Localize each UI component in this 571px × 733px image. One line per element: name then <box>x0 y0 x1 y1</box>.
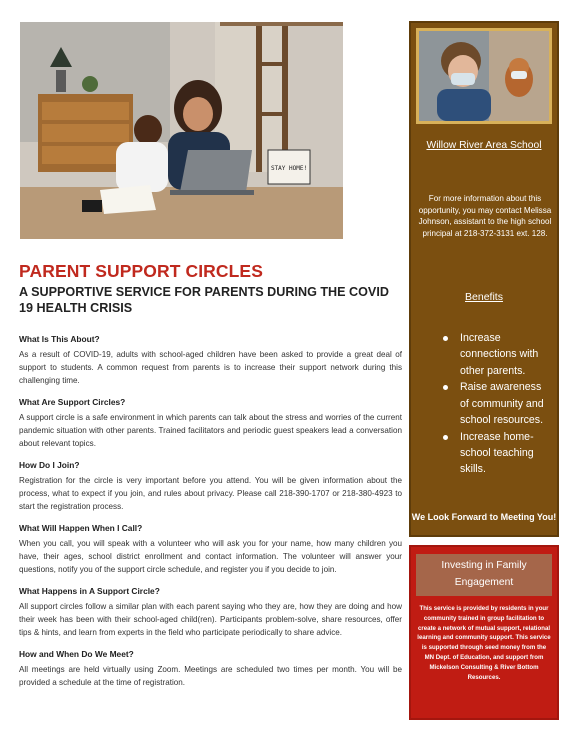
bullet-icon <box>443 385 448 390</box>
list-item <box>423 429 553 478</box>
faq-question: What Are Support Circles? <box>19 397 126 407</box>
faq-item <box>19 649 402 689</box>
bullet-icon <box>443 336 448 341</box>
sidebar-photo <box>416 28 552 124</box>
bullet-icon <box>443 435 448 440</box>
faq-question: What Will Happen When I Call? <box>19 523 143 533</box>
funding-box <box>409 545 559 720</box>
funding-heading: Investing in Family Engagement <box>416 554 552 596</box>
faq-item <box>19 397 402 450</box>
closing-message: We Look Forward to Meeting You! <box>411 512 557 522</box>
faq-answer: All meetings are held virtually using Zoom. Meetings are scheduled two times per month. You will be provided a schedule at the time of registration. <box>19 665 402 687</box>
benefit-text: Increase connections with other parents. <box>460 332 539 377</box>
faq-answer: As a result of COVID-19, adults with school-aged children have been asked to provide a great deal of support to students. A common request from parents is to increase their support network during this challenging time. <box>19 350 402 385</box>
page-title: PARENT SUPPORT CIRCLES <box>19 261 263 281</box>
benefits-heading: Benefits <box>465 291 503 303</box>
faq-question: How Do I Join? <box>19 460 80 470</box>
faq-answer: All support circles follow a similar plan with each parent saying who they are, how they are doing and how their week has been with their school-aged child(ren). Participants problem-solve, share resources, offer tips & hints, and learn from experts in the field who participate periodically to share advice. <box>19 602 402 637</box>
list-item <box>423 330 553 379</box>
faq-item <box>19 523 402 576</box>
faq-item <box>19 586 402 639</box>
parent-child-laptop-photo-icon <box>20 22 343 239</box>
school-link[interactable]: Willow River Area School <box>426 140 542 151</box>
page-subtitle: A SUPPORTIVE SERVICE FOR PARENTS DURING THE COVID 19 HEALTH CRISIS <box>19 285 389 315</box>
faq-answer: Registration for the circle is very important before you attend. You will be given information about the process, what to expect if you join, and rules about privacy. Please call 218-390-1707 or 218-380-4923 to start the registration process. <box>19 476 402 511</box>
faq-item <box>19 460 402 513</box>
faq-answer: A support circle is a safe environment in which parents can talk about the stress and worries of the current pandemic situation with other parents. Trained facilitators and periodic guest speakers lead a conversation about relevant topics. <box>19 413 402 448</box>
faq-question: How and When Do We Meet? <box>19 649 134 659</box>
hero-photo <box>20 22 343 239</box>
info-sidebar <box>409 21 559 537</box>
contact-info: For more information about this opportunity, you may contact Melissa Johnson, assistant to the high school principal at 218-372-3131 ext. 128. <box>418 194 552 238</box>
faq-answer: When you call, you will speak with a volunteer who will ask you for your name, how many children you have, their ages, school district enrollment and contact information. The volunteer will answer your questions, notify you of the support circle schedule, and register you if you decide to join. <box>19 539 402 574</box>
benefit-text: Increase home-school teaching skills. <box>460 430 534 476</box>
child-with-mask-photo-icon <box>419 31 549 121</box>
benefit-text: Raise awareness of community and school resources. <box>460 381 544 426</box>
stay-home-sign-text: STAY HOME! <box>270 165 308 172</box>
funding-text: This service is provided by residents in your community trained in group facilitation to create a network of mutual support, relational learning and community support. This service is supported through seed money from the MN Dept. of Education, and support from Mickelson Consulting & River Bottom Resources. <box>417 605 551 681</box>
benefits-list <box>423 330 553 478</box>
list-item <box>423 379 553 428</box>
faq-section <box>19 334 402 699</box>
faq-question: What Happens in A Support Circle? <box>19 586 160 596</box>
faq-question: What Is This About? <box>19 334 100 344</box>
faq-item <box>19 334 402 387</box>
